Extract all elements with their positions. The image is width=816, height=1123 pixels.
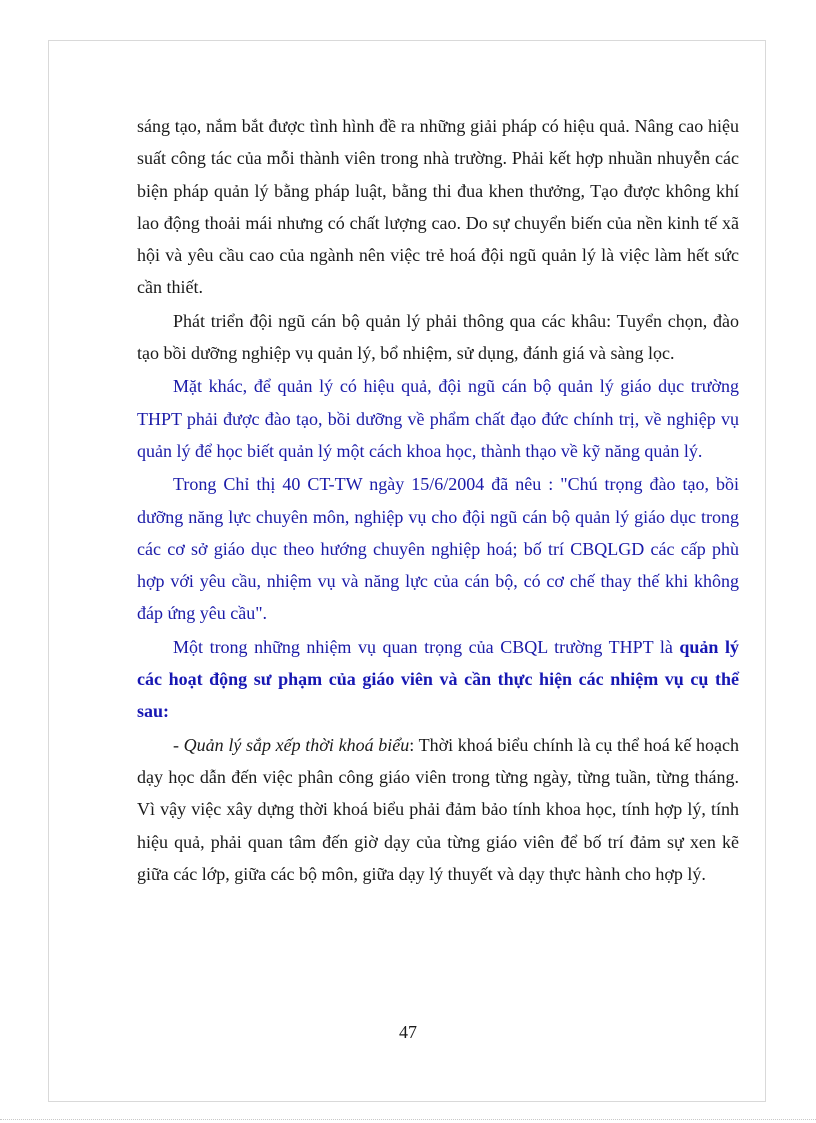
- document-body: [137, 110, 739, 891]
- paragraph-6-heading: - Quản lý sắp xếp thời khoá biểu: [173, 734, 410, 755]
- page-number: 47: [399, 1022, 417, 1042]
- paragraph-5: [137, 631, 739, 728]
- page-bottom-divider: [0, 1119, 816, 1120]
- paragraph-2: Phát triển đội ngũ cán bộ quản lý phải thông qua các khâu: Tuyển chọn, đào tạo bồi dưỡng nghiệp vụ quản lý, bổ nhiệm, sử dụng, đánh giá và sàng lọc.: [137, 310, 739, 364]
- paragraph-4-directive-quote: Trong Chỉ thị 40 CT-TW ngày 15/6/2004 đã nêu : "Chú trọng đào tạo, bồi dưỡng năng lực chuyên môn, nghiệp vụ cho đội ngũ cán bộ quản lý giáo dục trong các cơ sở giáo dục theo hướng chuyên nghiệp hoá; bố trí CBQLGD các cấp phù hợp với yêu cầu, nhiệm vụ và năng lực của cán bộ, có cơ chế thay thế khi không đáp ứng yêu cầu".: [137, 474, 739, 624]
- paragraph-1: sáng tạo, nắm bắt được tình hình đề ra những giải pháp có hiệu quả. Nâng cao hiệu suất công tác của mỗi thành viên trong nhà trường. Phải kết hợp nhuần nhuyễn các biện pháp quản lý bằng pháp luật, bằng thi đua khen thưởng, Tạo được không khí lao động thoải mái nhưng có chất lượng cao. Do sự chuyển biến của nền kinh tế xã hội và yêu cầu cao của ngành nên việc trẻ hoá đội ngũ quản lý là việc làm hết sức cần thiết.: [137, 116, 739, 298]
- paragraph-3: Mặt khác, để quản lý có hiệu quả, đội ngũ cán bộ quản lý giáo dục trường THPT phải được đào tạo, bồi dưỡng về phẩm chất đạo đức chính trị, về nghiệp vụ quản lý để học biết quản lý một cách khoa học, thành thạo về kỹ năng quản lý.: [137, 376, 739, 461]
- paragraph-6: [137, 729, 739, 890]
- paragraph-5-lead: Một trong những nhiệm vụ quan trọng của CBQL trường THPT là: [173, 636, 680, 657]
- paragraph-6-body: : Thời khoá biểu chính là cụ thể hoá kế hoạch dạy học dẫn đến việc phân công giáo viên trong từng ngày, từng tuần, từng tháng. Vì vậy việc xây dựng thời khoá biểu phải đảm bảo tính khoa học, tính hợp lý, tính hiệu quả, phải quan tâm đến giờ dạy của từng giáo viên để bố trí đảm sự xen kẽ giữa các lớp, giữa các bộ môn, giữa dạy lý thuyết và dạy thực hành cho hợp lý.: [137, 734, 739, 884]
- paragraph-5-emphasis: quản lý các hoạt động sư phạm của giáo viên và cần thực hiện các nhiệm vụ cụ thể sau:: [137, 636, 739, 722]
